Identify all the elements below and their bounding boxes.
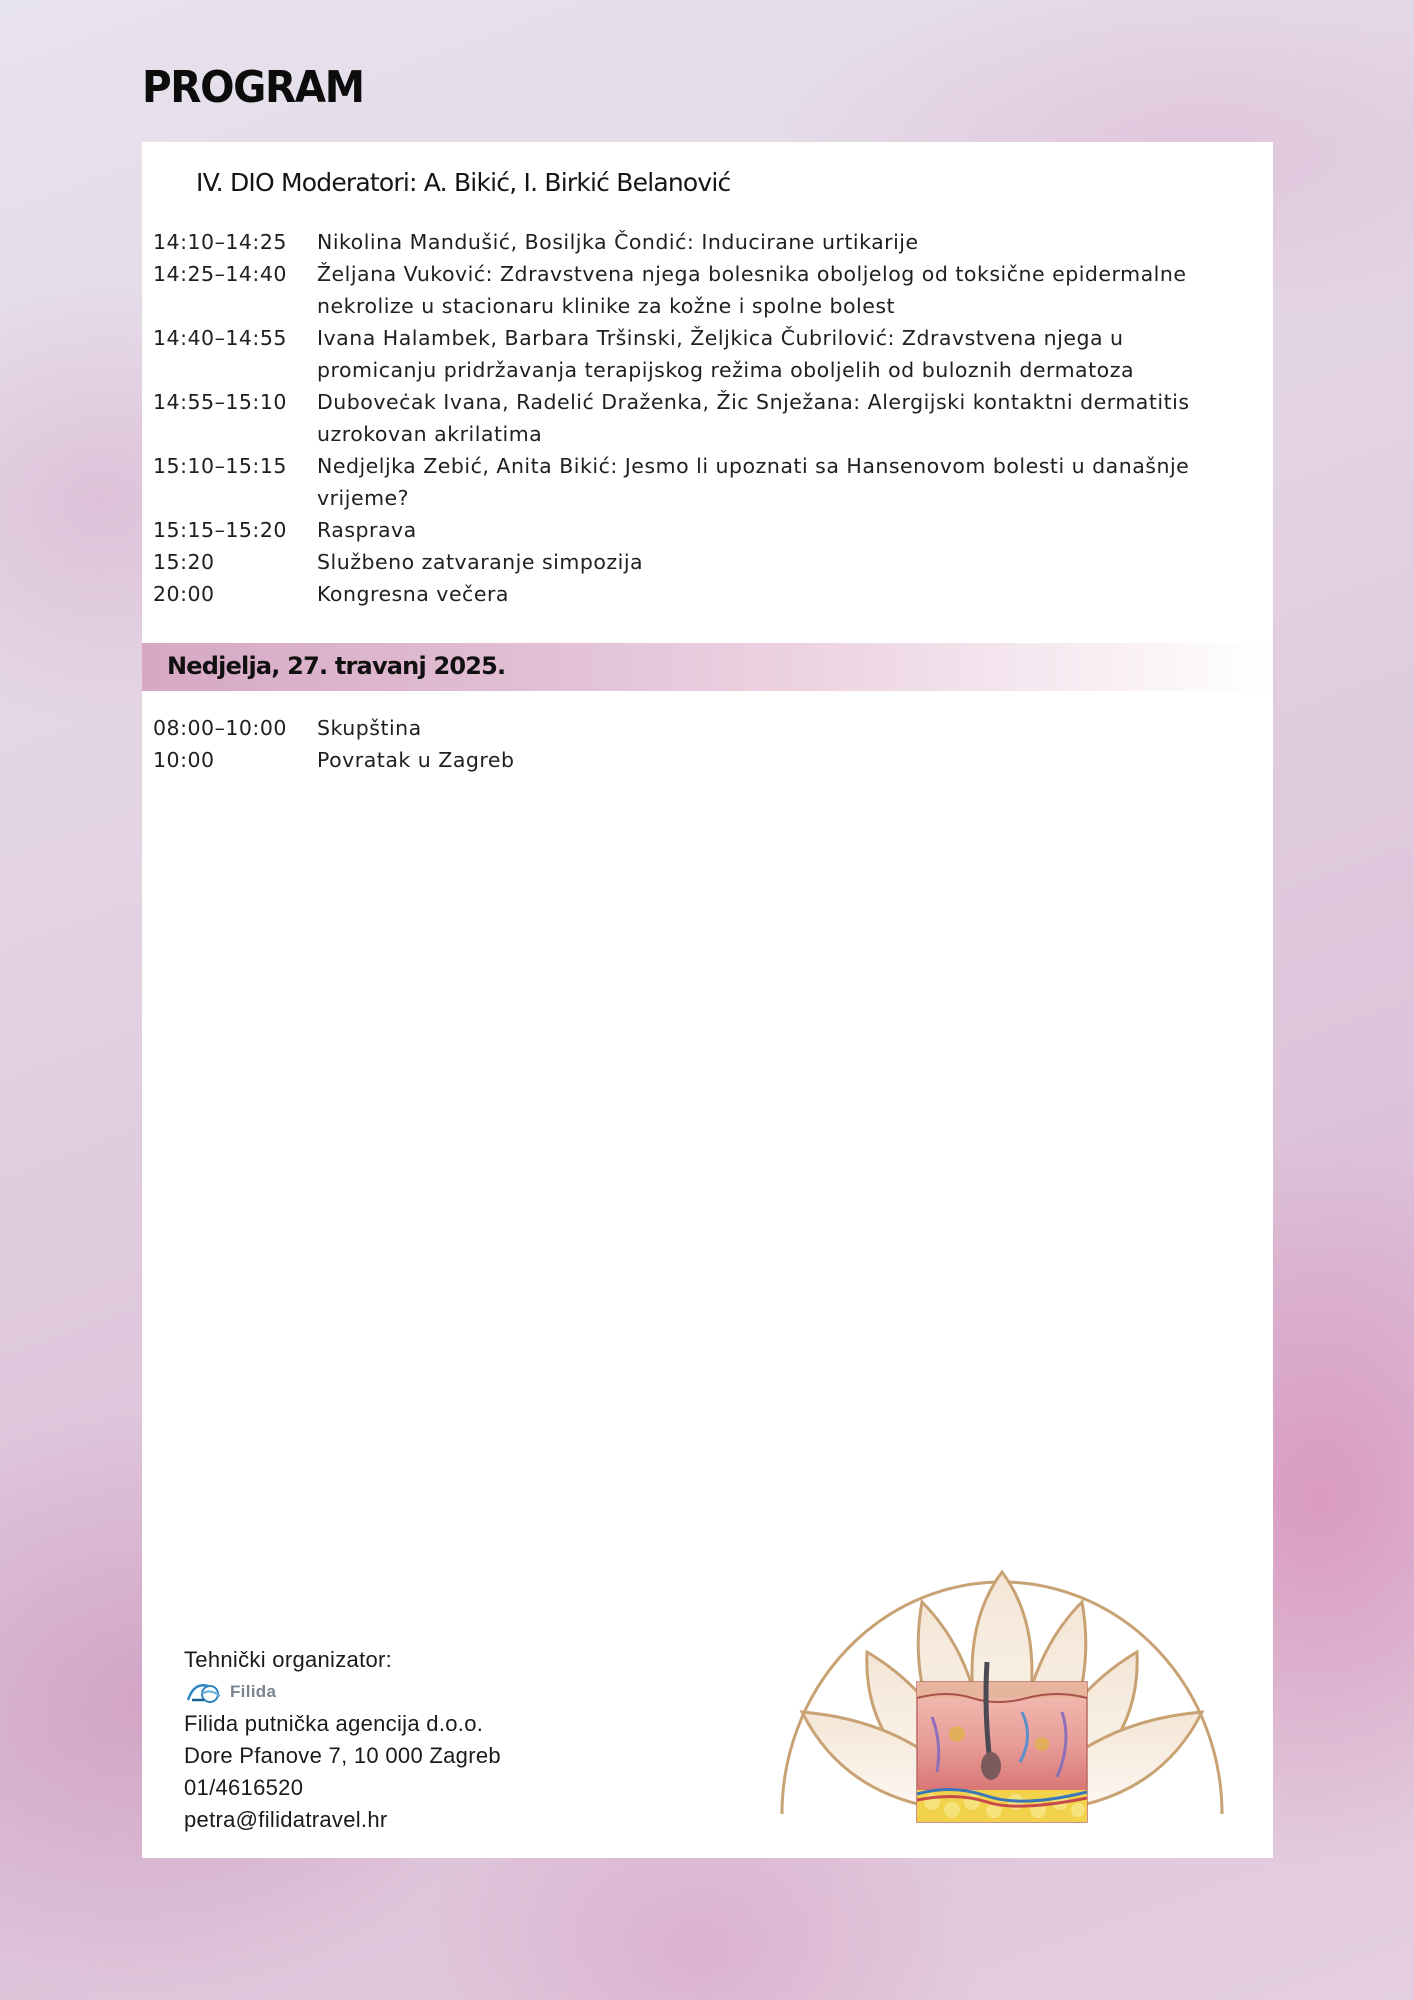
schedule-desc: Kongresna večera (317, 582, 509, 606)
schedule-desc: Službeno zatvaranje simpozija (317, 550, 644, 574)
schedule-part-2 (153, 712, 1233, 776)
program-panel (142, 142, 1273, 1858)
schedule-row (153, 712, 1233, 744)
page-title: PROGRAM (142, 62, 364, 113)
section-heading: IV. DIO Moderatori: A. Bikić, I. Birkić Belanović (196, 168, 731, 197)
schedule-row (153, 226, 1233, 258)
organizer-label: Tehnički organizator: (184, 1647, 393, 1672)
schedule-desc: Povratak u Zagreb (317, 748, 515, 772)
organizer-address: Dore Pfanove 7, 10 000 Zagreb (184, 1743, 501, 1768)
organizer-phone: 01/4616520 (184, 1775, 304, 1800)
schedule-desc: Duboveċak Ivana, Radelić Draženka, Žic Snježana: Alergijski kontaktni dermatitis uzrokovan akrilatima (317, 390, 1190, 446)
organizer-email[interactable]: petra@filidatravel.hr (184, 1807, 388, 1832)
schedule-row (153, 744, 1233, 776)
schedule-time: 15:20 (153, 550, 215, 574)
schedule-time: 20:00 (153, 582, 215, 606)
schedule-time: 14:10–14:25 (153, 230, 287, 254)
schedule-row (153, 578, 1233, 610)
day-band (142, 643, 1273, 691)
schedule-desc: Ivana Halambek, Barbara Tršinski, Željkica Čubrilović: Zdravstvena njega u promicanju pridržavanja terapijskog režima oboljelih od buloznih dermatoza (317, 326, 1135, 382)
schedule-row (153, 450, 1233, 514)
schedule-row (153, 386, 1233, 450)
filida-logo-text: Filida (230, 1682, 277, 1701)
schedule-desc: Nedjeljka Zebić, Anita Bikić: Jesmo li upoznati sa Hansenovom bolesti u današnje vrijeme? (317, 454, 1190, 510)
schedule-desc: Željana Vuković: Zdravstvena njega bolesnika oboljelog od toksične epidermalne nekrolize u stacionaru klinike za kožne i spolne bolest (317, 262, 1187, 318)
schedule-row (153, 514, 1233, 546)
filida-logo-icon (184, 1678, 228, 1706)
schedule-desc: Rasprava (317, 518, 417, 542)
schedule-time: 08:00–10:00 (153, 716, 287, 740)
schedule-time: 15:15–15:20 (153, 518, 287, 542)
organizer-block (184, 1644, 501, 1836)
schedule-row (153, 258, 1233, 322)
schedule-time: 15:10–15:15 (153, 454, 287, 478)
schedule-desc: Skupština (317, 716, 422, 740)
filida-logo (184, 1676, 501, 1708)
lotus-skin-emblem-icon (772, 1512, 1232, 1832)
schedule-row (153, 546, 1233, 578)
day-label: Nedjelja, 27. travanj 2025. (167, 652, 506, 680)
schedule-part-1 (153, 226, 1233, 610)
schedule-time: 10:00 (153, 748, 215, 772)
schedule-time: 14:55–15:10 (153, 390, 287, 414)
schedule-desc: Nikolina Mandušić, Bosiljka Čondić: Inducirane urtikarije (317, 230, 919, 254)
schedule-time: 14:40–14:55 (153, 326, 287, 350)
schedule-time: 14:25–14:40 (153, 262, 287, 286)
schedule-row (153, 322, 1233, 386)
organizer-company: Filida putnička agencija d.o.o. (184, 1711, 484, 1736)
